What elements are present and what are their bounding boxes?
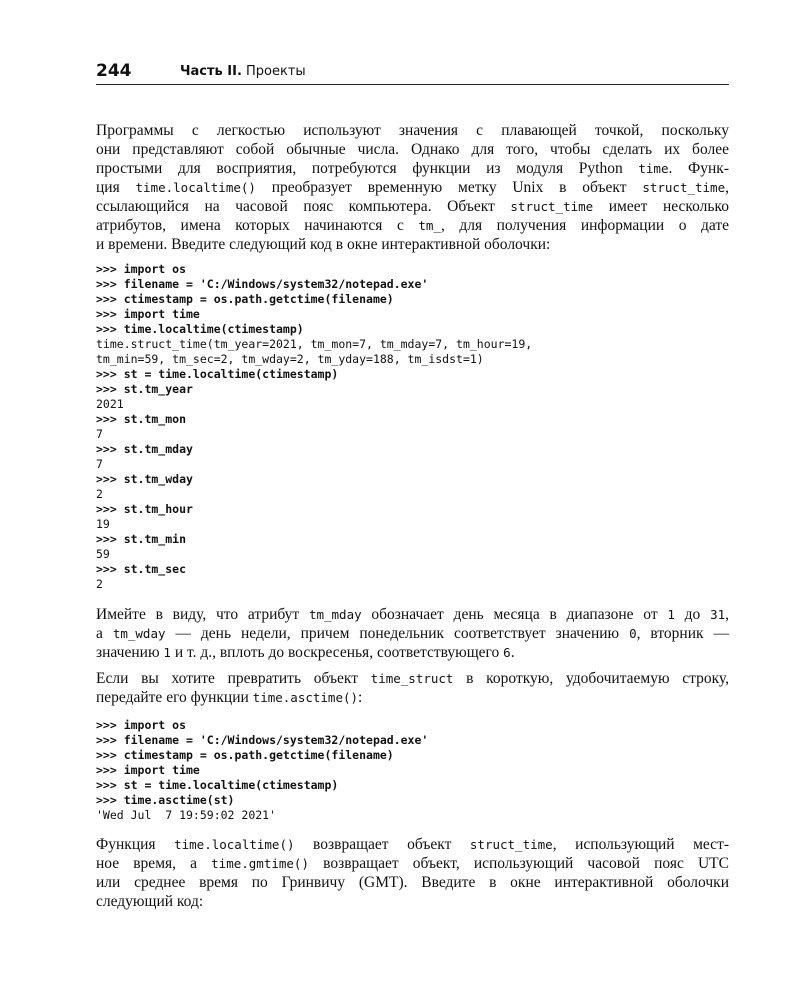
code-output-line: 7 <box>96 457 103 471</box>
inline-code: 0 <box>629 626 637 641</box>
code-input-line: >>> time.localtime(ctimestamp) <box>96 322 304 336</box>
code-input-line: >>> st = time.localtime(ctimestamp) <box>96 778 339 792</box>
inline-code: time.gmtime() <box>211 856 309 871</box>
code-input-line: >>> time.asctime(st) <box>96 793 235 807</box>
header-rule <box>96 84 729 85</box>
text-line: следующий код: <box>96 893 204 910</box>
code-input-line: >>> ctimestamp = os.path.getctime(filename) <box>96 748 394 762</box>
code-output-line: 2 <box>96 487 103 501</box>
text-line: простыми для восприятия, потребуются функции из модуля Python time. Функ- <box>96 160 730 177</box>
code-input-line: >>> st.tm_wday <box>96 472 193 486</box>
code-output-line: 7 <box>96 427 103 441</box>
part-label: Часть II. <box>180 64 242 79</box>
text-line: Программы с легкостью используют значения с плавающей точкой, поскольку <box>96 122 729 139</box>
inline-code: time <box>638 161 669 176</box>
code-input-line: >>> st.tm_mon <box>96 412 187 426</box>
code-output-line: 'Wed Jul 7 19:59:02 2021' <box>96 808 277 822</box>
code-input-line: >>> st.tm_min <box>96 532 187 546</box>
code-input-line: >>> st.tm_hour <box>96 502 193 516</box>
inline-code: tm_mday <box>308 607 362 622</box>
code-output-line: time.struct_time(tm_year=2021, tm_mon=7, tm_mday=7, tm_hour=19, <box>96 337 533 351</box>
inline-code: 1 <box>163 645 171 660</box>
code-output-line: 2021 <box>96 397 124 411</box>
page-header <box>96 61 729 83</box>
text-line: или среднее время по Гринвичу (GMT). Введите в окне интерактивной оболочки <box>96 874 729 891</box>
part-title: Проекты <box>246 64 306 79</box>
code-input-line: >>> import os <box>96 262 187 276</box>
code-input-line: >>> st = time.localtime(ctimestamp) <box>96 367 339 381</box>
code-input-line: >>> import time <box>96 763 200 777</box>
inline-code: 1 <box>667 607 675 622</box>
inline-code: time.localtime() <box>135 180 256 195</box>
inline-code: time_struct <box>370 671 454 686</box>
code-output-line: tm_min=59, tm_sec=2, tm_wday=2, tm_yday=188, tm_isdst=1) <box>96 352 484 366</box>
inline-code: struct_time <box>642 180 726 195</box>
code-input-line: >>> st.tm_mday <box>96 442 193 456</box>
code-input-line: >>> import os <box>96 718 187 732</box>
code-output-line: 2 <box>96 577 103 591</box>
code-input-line: >>> import time <box>96 307 200 321</box>
page-number: 244 <box>96 61 132 81</box>
text-line: Функция time.localtime() возвращает объект struct_time, использующий мест- <box>96 836 730 853</box>
code-output-line: 59 <box>96 547 110 561</box>
text-line: они представляют собой обычные числа. Однако для того, чтобы сделать их более <box>96 141 729 158</box>
code-input-line: >>> ctimestamp = os.path.getctime(filename) <box>96 292 394 306</box>
code-output-line: 19 <box>96 517 110 531</box>
paragraph-intro <box>96 121 729 254</box>
code-block-2 <box>96 718 729 823</box>
inline-code: tm_ <box>418 218 441 233</box>
paragraph-attributes <box>96 605 729 662</box>
inline-code: 6 <box>503 645 511 660</box>
inline-code: tm_wday <box>112 626 166 641</box>
inline-code: time.localtime() <box>174 837 295 852</box>
inline-code: time.asctime() <box>252 690 359 705</box>
text-line: значению 1 и т. д., вплоть до воскресенья, соответствующего 6. <box>96 644 515 661</box>
code-input-line: >>> filename = 'C:/Windows/system32/notepad.exe' <box>96 277 429 291</box>
text-line: а tm_wday — день недели, причем понедельник соответствует значению 0, вторник — <box>96 625 729 642</box>
running-title <box>180 64 306 80</box>
inline-code: struct_time <box>510 199 594 214</box>
text-line: ция time.localtime() преобразует временную метку Unix в объект struct_time, <box>96 179 729 196</box>
text-line: передайте его функции time.asctime(): <box>96 689 363 706</box>
paragraph-asctime <box>96 669 729 707</box>
inline-code: 31 <box>710 607 726 622</box>
text-line: ное время, а time.gmtime() возвращает объект, использующий часовой пояс UTC <box>96 855 729 872</box>
code-block-1 <box>96 262 729 592</box>
text-line: Если вы хотите превратить объект time_struct в короткую, удобочитаемую строку, <box>96 670 729 687</box>
inline-code: struct_time <box>469 837 553 852</box>
code-input-line: >>> st.tm_sec <box>96 562 187 576</box>
paragraph-gmtime <box>96 835 729 911</box>
text-line: и времени. Введите следующий код в окне интерактивной оболочки: <box>96 236 551 253</box>
code-input-line: >>> st.tm_year <box>96 382 193 396</box>
code-input-line: >>> filename = 'C:/Windows/system32/notepad.exe' <box>96 733 429 747</box>
text-line: ссылающийся на часовой пояс компьютера. Объект struct_time имеет несколько <box>96 198 729 215</box>
text-line: Имейте в виду, что атрибут tm_mday обозначает день месяца в диапазоне от 1 до 31, <box>96 606 730 623</box>
text-line: атрибутов, имена которых начинаются с tm_, для получения информации о дате <box>96 217 729 234</box>
